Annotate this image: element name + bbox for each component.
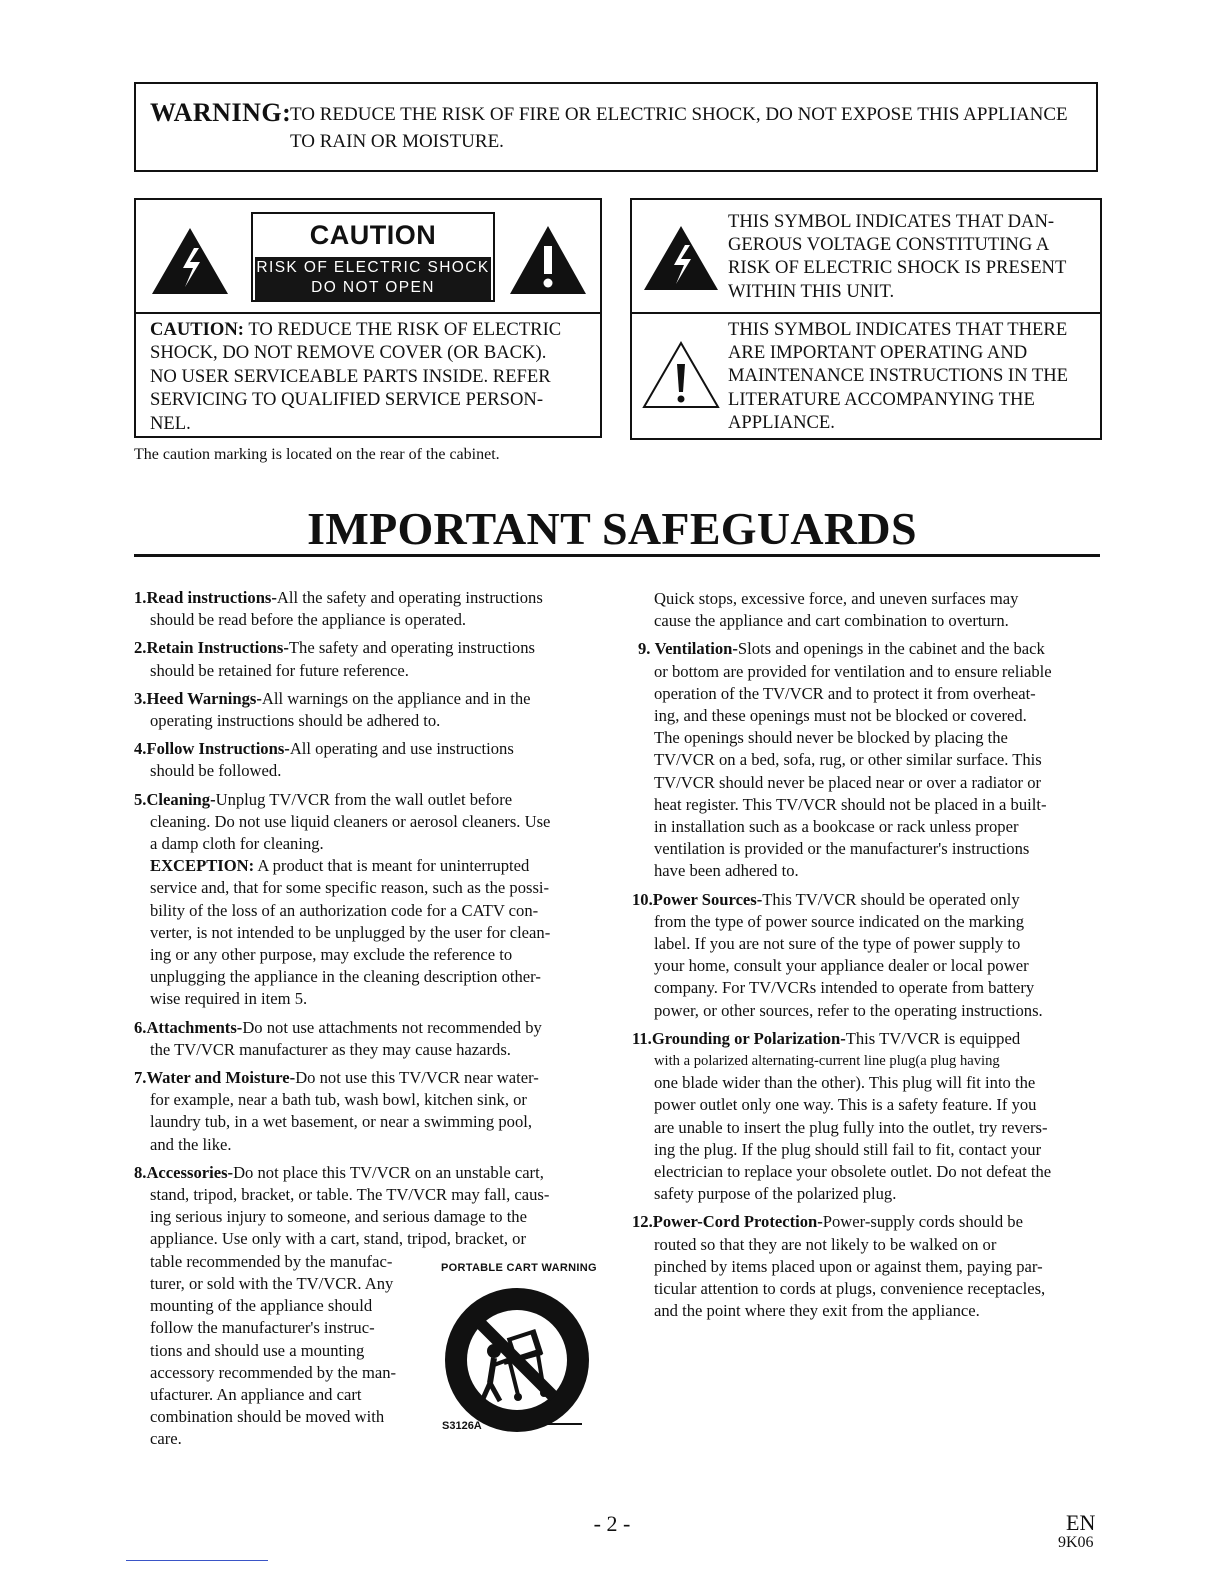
item-line: TV/VCR on a bed, sofa, rug, or other similar surface. This	[654, 750, 1042, 770]
exception-line: service and, that for some specific reason, such as the possi-	[150, 878, 550, 898]
instructions-symbol-line: ARE IMPORTANT OPERATING AND	[728, 342, 1028, 364]
safeguard-item-10	[632, 889, 1100, 1022]
exclamation-triangle-icon	[508, 224, 588, 296]
item-line: accessory recommended by the man-	[150, 1362, 397, 1382]
safeguard-item-11	[632, 1028, 1100, 1206]
symbol-divider	[632, 312, 1100, 314]
item-line: stand, tripod, bracket, or table. The TV/VCR may fall, caus-	[150, 1185, 550, 1205]
caution-label-line2: DO NOT OPEN	[311, 279, 435, 296]
item-line: The openings should never be blocked by placing the	[654, 728, 1008, 748]
item-line: appliance. Use only with a cart, stand, tripod, bracket, or	[150, 1229, 527, 1249]
item-line: operation of the TV/VCR and to protect it from overheat-	[654, 683, 1036, 703]
item-title: Grounding or Polarization-	[651, 1028, 846, 1048]
item-title: Ventilation-	[654, 639, 738, 659]
item-line: cause the appliance and cart combination to overturn.	[654, 611, 1009, 631]
safeguards-right-column	[632, 588, 1100, 1329]
item-number: 4.	[134, 739, 147, 759]
item-line: Do not place this TV/VCR on an unstable cart,	[233, 1162, 544, 1182]
instructions-symbol-line: LITERATURE ACCOMPANYING THE	[728, 388, 1035, 410]
item-line: The safety and operating instructions	[288, 638, 535, 658]
item-line: table recommended by the manufac-	[150, 1251, 393, 1271]
heading-rule	[134, 554, 1100, 557]
item-line: operating instructions should be adhered to.	[150, 711, 441, 731]
item-line: power, or other sources, refer to the operating instructions.	[654, 1000, 1043, 1020]
lightning-triangle-icon	[642, 224, 720, 292]
caution-text-line: NEL.	[150, 412, 191, 434]
caution-text-line: SHOCK, DO NOT REMOVE COVER (OR BACK).	[150, 342, 547, 364]
item-title: Read instructions-	[146, 588, 277, 607]
item-line: in installation such as a bookcase or rack unless proper	[654, 817, 1019, 837]
item-title: Attachments-	[146, 1017, 243, 1037]
caution-label-title: CAUTION	[309, 220, 437, 250]
item-number: 1.	[134, 588, 147, 607]
item-number: 9.	[638, 639, 651, 659]
instructions-symbol-line: MAINTENANCE INSTRUCTIONS IN THE	[728, 365, 1069, 387]
warning-text-line2: TO RAIN OR MOISTURE.	[290, 131, 504, 152]
item-line: tions and should use a mounting	[150, 1340, 365, 1360]
item-line: power outlet only one way. This is a safety feature. If you	[654, 1095, 1037, 1115]
warning-box	[134, 82, 1098, 172]
item-line: This TV/VCR should be operated only	[762, 889, 1020, 909]
cart-warning-label: PORTABLE CART WARNING	[441, 1262, 597, 1274]
caution-text-line: NO USER SERVICEABLE PARTS INSIDE. REFER	[150, 365, 551, 387]
item-line: ing, and these openings must not be blocked or covered.	[654, 706, 1027, 726]
item-line: a damp cloth for cleaning.	[150, 834, 324, 854]
exception-line: wise required in item 5.	[150, 989, 308, 1009]
warning-text-line1: TO REDUCE THE RISK OF FIRE OR ELECTRIC SHOCK, DO NOT EXPOSE THIS APPLIANCE	[290, 104, 1068, 125]
item-title: Water and Moisture-	[146, 1068, 296, 1088]
item-line: and the point where they exit from the appliance.	[654, 1301, 980, 1321]
item-line: or bottom are provided for ventilation and to ensure reliable	[654, 661, 1052, 681]
item-line: All operating and use instructions	[289, 739, 514, 759]
item-line: cleaning. Do not use liquid cleaners or aerosol cleaners. Use	[150, 811, 551, 831]
item-line: follow the manufacturer's instruc-	[150, 1318, 375, 1338]
item-line: with a polarized alternating-current line plug(a plug having	[654, 1053, 1000, 1070]
item-line: This TV/VCR is equipped	[845, 1028, 1021, 1048]
caution-divider	[136, 312, 600, 314]
safeguard-item-6	[134, 1017, 604, 1061]
caution-label-line1: RISK OF ELECTRIC SHOCK	[256, 259, 490, 276]
page-number: - 2 -	[593, 1511, 631, 1536]
item-title: Retain Instructions-	[146, 638, 289, 658]
item-line: Quick stops, excessive force, and uneven surfaces may	[654, 589, 1019, 608]
item-number: 11.	[632, 1028, 652, 1048]
item-line: pinched by items placed upon or against them, paying par-	[654, 1256, 1043, 1276]
page-title: IMPORTANT SAFEGUARDS	[307, 503, 917, 554]
item-number: 2.	[134, 638, 147, 658]
item-number: 6.	[134, 1017, 147, 1037]
footer-rule	[126, 1560, 268, 1561]
caution-text	[150, 318, 598, 435]
item-number: 8.	[134, 1162, 147, 1182]
item-line: ventilation is provided or the manufacturer's instructions	[654, 839, 1030, 859]
lightning-triangle-icon	[150, 226, 230, 296]
caution-label	[251, 212, 495, 302]
instructions-symbol-text	[728, 318, 1098, 434]
exception-line: unplugging the appliance in the cleaning description other-	[150, 967, 541, 987]
item-title: Follow Instructions-	[146, 739, 290, 759]
item-title: Power-Cord Protection-	[652, 1212, 823, 1232]
cart-warning-code: S3126A	[442, 1420, 482, 1432]
voltage-symbol-line: THIS SYMBOL INDICATES THAT DAN-	[728, 211, 1055, 232]
item-line: the TV/VCR manufacturer as they may cause hazards.	[150, 1039, 511, 1059]
item-number: 5.	[134, 789, 147, 809]
item-title: Power Sources-	[652, 889, 763, 909]
safeguard-item-1	[134, 587, 604, 631]
safeguard-item-7	[134, 1067, 604, 1156]
item-line: should be followed.	[150, 761, 282, 781]
item-line: ticular attention to cords at plugs, convenience receptacles,	[654, 1279, 1046, 1299]
item-line: company. For TV/VCRs intended to operate from battery	[654, 978, 1035, 998]
safeguard-item-3	[134, 688, 604, 732]
item-line: safety purpose of the polarized plug.	[654, 1184, 897, 1204]
item-line: Power-supply cords should be	[822, 1212, 1023, 1232]
safeguard-item-5	[134, 789, 604, 1011]
item-line: All the safety and operating instructions	[276, 588, 543, 607]
item-title: Accessories-	[146, 1162, 234, 1182]
instructions-symbol-line: APPLIANCE.	[728, 411, 835, 433]
item-number: 7.	[134, 1068, 147, 1088]
item-line: should be read before the appliance is operated.	[150, 610, 467, 630]
item-line: heat register. This TV/VCR should not be placed in a built-	[654, 794, 1047, 814]
item-line: Slots and openings in the cabinet and the back	[737, 639, 1045, 659]
exclamation-outline-triangle-icon	[642, 340, 720, 410]
item-line: from the type of power source indicated on the marking	[654, 911, 1025, 931]
exception-line: verter, is not intended to be unplugged by the user for clean-	[150, 922, 551, 942]
item-line: electrician to replace your obsolete outlet. Do not defeat the	[654, 1162, 1052, 1182]
item-number: 12.	[632, 1212, 653, 1232]
item-number: 10.	[632, 889, 653, 909]
item-line: combination should be moved with	[150, 1407, 385, 1427]
item-line: are unable to insert the plug fully into the outlet, try revers-	[654, 1117, 1048, 1137]
safeguard-item-8-continued	[632, 588, 1100, 632]
item-line: should be retained for future reference.	[150, 660, 409, 680]
item-line: ufacturer. An appliance and cart	[150, 1384, 362, 1404]
caution-text-line: SERVICING TO QUALIFIED SERVICE PERSON-	[150, 389, 544, 411]
caution-label-bar	[255, 257, 491, 300]
item-line: for example, near a bath tub, wash bowl, kitchen sink, or	[150, 1090, 527, 1110]
item-title: Cleaning-	[146, 789, 216, 809]
item-line: Do not use attachments not recommended by	[242, 1017, 542, 1037]
item-line: Do not use this TV/VCR near water-	[295, 1068, 539, 1088]
safeguard-item-2	[134, 637, 604, 681]
safeguard-item-12	[632, 1211, 1100, 1322]
item-line: label. If you are not sure of the type of power supply to	[654, 934, 1021, 954]
cabinet-note: The caution marking is located on the rear of the cabinet.	[134, 446, 500, 463]
item-line: ing the plug. If the plug should still fail to fit, contact your	[654, 1139, 1042, 1159]
instructions-symbol-line: THIS SYMBOL INDICATES THAT THERE	[728, 319, 1068, 340]
item-line: mounting of the appliance should	[150, 1296, 373, 1316]
item-line: All warnings on the appliance and in the	[261, 688, 531, 708]
exception-line: ing or any other purpose, may exclude the reference to	[150, 945, 513, 965]
voltage-symbol-line: GEROUS VOLTAGE CONSTITUTING A	[728, 234, 1050, 256]
warning-label: WARNING:	[150, 98, 292, 127]
item-line: and the like.	[150, 1134, 232, 1154]
item-line: laundry tub, in a wet basement, or near a swimming pool,	[150, 1112, 533, 1132]
item-title: Heed Warnings-	[146, 688, 262, 708]
item-line: one blade wider than the other). This plug will fit into the	[654, 1073, 1036, 1093]
item-line: care.	[150, 1429, 182, 1449]
voltage-symbol-line: WITHIN THIS UNIT.	[728, 280, 895, 302]
document-code: 9K06	[1058, 1534, 1094, 1551]
voltage-symbol-text	[728, 210, 1098, 303]
item-line: turer, or sold with the TV/VCR. Any	[150, 1273, 394, 1293]
symbol-panel	[630, 198, 1102, 440]
caution-text-label: CAUTION:	[150, 319, 245, 340]
item-line: TV/VCR should never be placed near or over a radiator or	[654, 772, 1042, 792]
voltage-symbol-line: RISK OF ELECTRIC SHOCK IS PRESENT	[728, 257, 1067, 279]
exception-line: A product that is meant for uninterrupted	[254, 856, 530, 876]
safeguard-item-9	[632, 638, 1100, 882]
item-line: your home, consult your appliance dealer or local power	[654, 956, 1029, 976]
exception-label: EXCEPTION:	[150, 856, 255, 876]
portable-cart-warning-icon	[432, 1275, 602, 1440]
item-line: Unplug TV/VCR from the wall outlet before	[215, 789, 513, 809]
item-line: ing serious injury to someone, and serious damage to the	[150, 1207, 527, 1227]
safeguard-item-4	[134, 738, 604, 782]
item-line: routed so that they are not likely to be walked on or	[654, 1234, 997, 1254]
item-number: 3.	[134, 688, 147, 708]
item-line: have been adhered to.	[654, 861, 799, 881]
language-code: EN	[1066, 1510, 1096, 1535]
caution-panel	[134, 198, 602, 438]
exception-line: bility of the loss of an authorization code for a CATV con-	[150, 900, 539, 920]
caution-text-line: TO REDUCE THE RISK OF ELECTRIC	[244, 319, 562, 340]
